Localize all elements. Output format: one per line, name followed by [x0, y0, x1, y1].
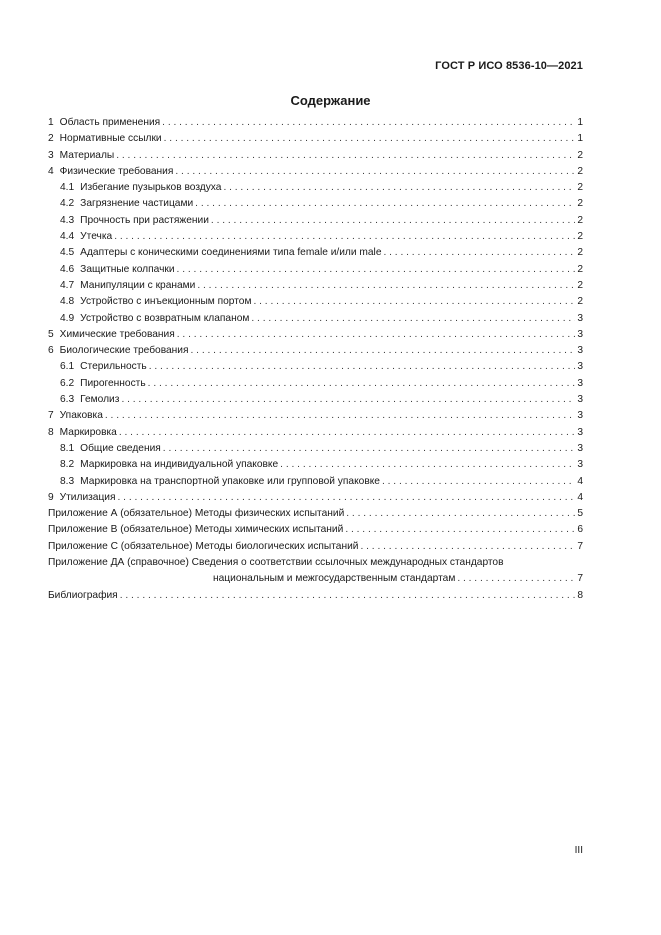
toc-leader — [105, 408, 575, 424]
toc-item-title: Маркировка на индивидуальной упаковке — [80, 459, 279, 471]
toc-leader — [121, 392, 575, 408]
toc-item-page: 1 — [577, 133, 583, 145]
toc-item-page: 8 — [577, 589, 583, 601]
toc-item-page: 3 — [577, 426, 583, 438]
toc-leader — [383, 245, 575, 261]
toc-item-number: 8.1 — [60, 442, 75, 454]
toc-appendix[interactable] — [48, 522, 583, 538]
toc-leader — [119, 425, 575, 441]
toc-item[interactable] — [48, 425, 583, 441]
toc-item-title: Манипуляции с кранами — [80, 279, 196, 291]
toc-leader — [195, 196, 575, 212]
toc-item-title: Утечка — [80, 231, 113, 243]
toc-item-number: 4.6 — [60, 263, 75, 275]
toc-item-number: 4.8 — [60, 296, 75, 308]
toc-item-page: 2 — [577, 231, 583, 243]
toc-appendix-title: Приложение С (обязательное) Методы биологических испытаний — [48, 540, 359, 552]
toc-item-number: 8 — [48, 426, 54, 438]
toc-leader — [177, 327, 575, 343]
toc-item[interactable] — [48, 343, 583, 359]
toc-leader — [116, 148, 575, 164]
toc-item-page: 7 — [577, 573, 583, 585]
toc-item-title: Устройство с инъекционным портом — [80, 296, 252, 308]
toc-subitem[interactable] — [48, 376, 583, 392]
toc-item-title: Избегание пузырьков воздуха — [80, 182, 222, 194]
toc-item-page: 2 — [577, 247, 583, 259]
toc-appendix-title: Приложение А (обязательное) Методы физических испытаний — [48, 508, 345, 520]
toc-item-title: Нормативные ссылки — [59, 133, 162, 145]
toc-appendix-da[interactable] — [48, 555, 583, 588]
toc-leader — [251, 311, 575, 327]
toc-leader — [197, 278, 575, 294]
toc-item[interactable] — [48, 408, 583, 424]
toc-item-page: 2 — [577, 279, 583, 291]
toc-leader — [118, 490, 575, 506]
toc-leader — [360, 539, 575, 555]
toc-leader — [164, 131, 575, 147]
toc-item-page: 6 — [577, 524, 583, 536]
toc-item-page: 3 — [577, 345, 583, 357]
toc-leader — [280, 457, 575, 473]
toc-item-page: 1 — [577, 117, 583, 128]
toc-item[interactable] — [48, 164, 583, 180]
toc-item-title: Биологические требования — [59, 345, 189, 357]
toc-item-title: Утилизация — [59, 491, 116, 503]
toc-leader — [346, 506, 575, 522]
toc-appendix-title: Приложение В (обязательное) Методы химических испытаний — [48, 524, 344, 536]
toc-item-page: 3 — [577, 312, 583, 324]
toc-item-page: 3 — [577, 410, 583, 422]
toc-item[interactable] — [48, 131, 583, 147]
toc-item-title: Химические требования — [59, 328, 175, 340]
toc-item-page: 3 — [577, 377, 583, 389]
toc-item-title: Пирогенность — [80, 377, 146, 389]
toc-subitem[interactable] — [48, 311, 583, 327]
toc-appendix-title-continued: национальным и межгосударственным стандартам — [213, 573, 456, 585]
toc-item-number: 9 — [48, 491, 54, 503]
toc-item-number: 4.1 — [60, 182, 75, 194]
toc-item-page: 3 — [577, 328, 583, 340]
toc-leader — [120, 588, 575, 604]
toc-item-page: 2 — [577, 198, 583, 210]
toc-item-number: 6.3 — [60, 394, 75, 406]
toc-item-page: 3 — [577, 361, 583, 373]
toc-item-number: 6.2 — [60, 377, 75, 389]
table-of-contents — [48, 115, 583, 604]
toc-leader — [382, 474, 575, 490]
toc-item-title: Материалы — [59, 149, 115, 161]
toc-item-number: 1 — [48, 117, 54, 128]
toc-leader — [211, 213, 575, 229]
toc-item-page: 2 — [577, 296, 583, 308]
toc-item-page: 5 — [577, 508, 583, 520]
toc-leader — [253, 294, 575, 310]
toc-appendix[interactable] — [48, 506, 583, 522]
toc-item-title: Физические требования — [59, 165, 174, 177]
toc-item-page: 3 — [577, 442, 583, 454]
toc-item-number: 4.2 — [60, 198, 75, 210]
toc-leader — [223, 180, 575, 196]
toc-leader — [345, 522, 575, 538]
page-number: III — [574, 845, 583, 856]
toc-appendix[interactable] — [48, 539, 583, 555]
toc-subitem[interactable] — [48, 392, 583, 408]
toc-item-page: 2 — [577, 165, 583, 177]
toc-subitem[interactable] — [48, 245, 583, 261]
toc-item-title: Маркировка — [59, 426, 117, 438]
toc-bibliography[interactable] — [48, 588, 583, 604]
toc-subitem[interactable] — [48, 213, 583, 229]
toc-leader — [457, 571, 575, 587]
toc-item-number: 4.7 — [60, 279, 75, 291]
toc-item-title: Гемолиз — [80, 394, 120, 406]
toc-subitem[interactable] — [48, 294, 583, 310]
page-title: Содержание — [290, 93, 371, 108]
toc-leader — [148, 376, 575, 392]
toc-item-page: 2 — [577, 149, 583, 161]
toc-item-title: Загрязнение частицами — [80, 198, 194, 210]
toc-leader — [191, 343, 575, 359]
toc-item-number: 3 — [48, 149, 54, 161]
toc-item-title: Упаковка — [59, 410, 103, 422]
toc-item-title: Адаптеры с коническими соединениями типа female и/или male — [80, 247, 382, 259]
toc-subitem[interactable] — [48, 262, 583, 278]
toc-item-page: 3 — [577, 459, 583, 471]
toc-item-number: 8.2 — [60, 459, 75, 471]
toc-item-number: 4.3 — [60, 214, 75, 226]
toc-subitem[interactable] — [48, 441, 583, 457]
toc-item-number: 4.5 — [60, 247, 75, 259]
toc-leader — [163, 441, 575, 457]
toc-item-number: 6.1 — [60, 361, 75, 373]
toc-item-page: 7 — [577, 540, 583, 552]
toc-item-page: 2 — [577, 214, 583, 226]
toc-item-title: Общие сведения — [80, 442, 161, 454]
toc-item[interactable] — [48, 327, 583, 343]
toc-appendix-title: Приложение ДА (справочное) Сведения о соответствии ссылочных международных стандартов — [48, 557, 504, 569]
toc-leader — [175, 164, 575, 180]
document-code: ГОСТ Р ИСО 8536-10—2021 — [435, 60, 583, 72]
toc-item-number: 2 — [48, 133, 54, 145]
toc-item[interactable] — [48, 490, 583, 506]
toc-item[interactable] — [48, 148, 583, 164]
toc-item-page: 2 — [577, 263, 583, 275]
toc-item-number: 4.9 — [60, 312, 75, 324]
toc-item-number: 6 — [48, 345, 54, 357]
toc-subitem[interactable] — [48, 278, 583, 294]
toc-item-title: Прочность при растяжении — [80, 214, 209, 226]
toc-leader — [162, 115, 575, 131]
toc-item-number: 4 — [48, 165, 54, 177]
toc-item-number: 8.3 — [60, 475, 75, 487]
toc-item-title: Библиография — [48, 589, 118, 601]
toc-item-title: Маркировка на транспортной упаковке или групповой упаковке — [80, 475, 380, 487]
toc-subitem[interactable] — [48, 180, 583, 196]
toc-item-title: Стерильность — [80, 361, 147, 373]
toc-subitem[interactable] — [48, 457, 583, 473]
toc-leader — [149, 359, 575, 375]
toc-subitem[interactable] — [48, 474, 583, 490]
toc-subitem[interactable] — [48, 229, 583, 245]
toc-item-number: 7 — [48, 410, 54, 422]
toc-leader — [177, 262, 575, 278]
toc-item[interactable] — [48, 115, 583, 131]
toc-item-page: 4 — [577, 475, 583, 487]
toc-item-title: Область применения — [59, 117, 161, 128]
toc-item-page: 3 — [577, 394, 583, 406]
toc-subitem[interactable] — [48, 359, 583, 375]
toc-item-number: 5 — [48, 328, 54, 340]
toc-item-page: 2 — [577, 182, 583, 194]
toc-item-page: 4 — [577, 491, 583, 503]
toc-item-title: Устройство с возвратным клапаном — [80, 312, 250, 324]
toc-item-title: Защитные колпачки — [80, 263, 175, 275]
toc-item-number: 4.4 — [60, 231, 75, 243]
toc-leader — [114, 229, 575, 245]
toc-subitem[interactable] — [48, 196, 583, 212]
